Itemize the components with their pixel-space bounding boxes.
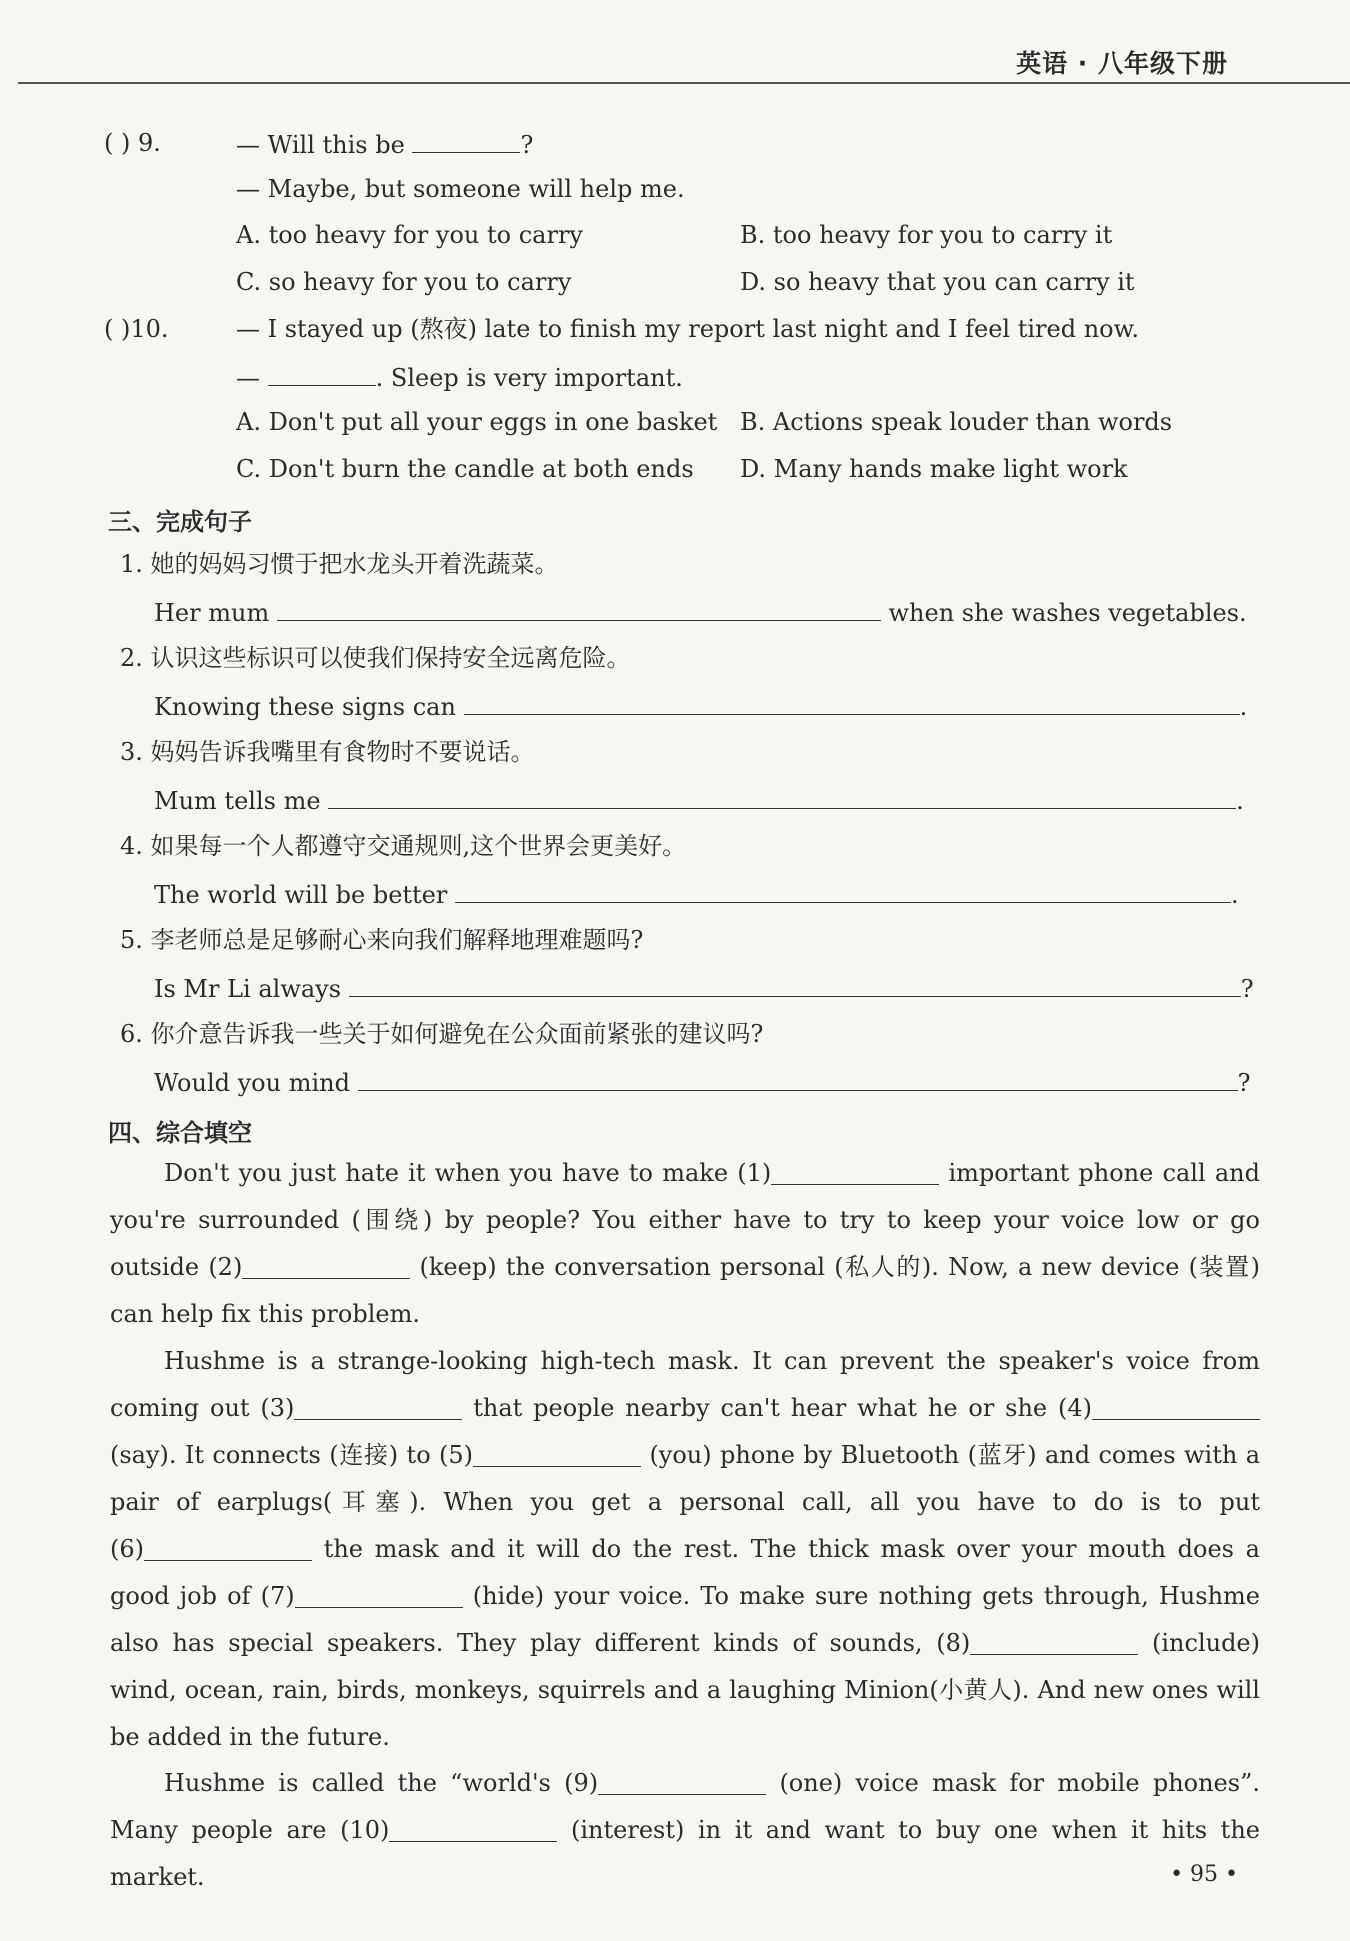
q9-blank[interactable] [412,128,520,153]
s3-item3-blank[interactable] [328,784,1236,809]
cloze-blank-1[interactable] [771,1154,939,1185]
p1-text-2: important phone call and you're surrounded (围绕) by people? You either have to try to keep your voice low or go outside [110,1159,1260,1281]
s3-item1-en-a: Her mum [154,599,270,627]
cloze-blank-7[interactable] [295,1577,463,1608]
p3-text-3: (interest) in it and want to buy one when it hits the market. [110,1816,1260,1891]
q9-option-d: D. so heavy that you can carry it [740,268,1135,296]
s3-item1-en [154,596,1247,628]
s3-item2-en-b: . [1239,693,1248,721]
blank-number-5: (5) [439,1441,474,1469]
p2-text-1: Hushme is a strange-looking high-tech mask. It can prevent the speaker's voice from coming out [110,1347,1260,1422]
cloze-blank-8[interactable] [970,1624,1138,1655]
s3-item5-cn: 5. 李老师总是足够耐心来向我们解释地理难题吗? [120,926,644,954]
q10-option-c: C. Don't burn the candle at both ends [236,455,694,483]
s3-item5-en [154,972,1254,1004]
q9-option-a: A. too heavy for you to carry [236,221,583,249]
s3-item6-cn: 6. 你介意告诉我一些关于如何避免在公众面前紧张的建议吗? [120,1020,764,1048]
cloze-blank-10[interactable] [389,1811,557,1842]
blank-number-9: (9) [564,1769,599,1797]
s3-item4-blank[interactable] [455,878,1231,903]
p2-text-7: (include) wind, ocean, rain, birds, monkeys, squirrels and a laughing Minion(小黄人). And new ones will be added in the future. [110,1629,1260,1751]
q9-stem-b: ? [520,131,534,159]
p2-text-3: (say). It connects (连接) to [110,1441,431,1469]
s3-item6-blank[interactable] [358,1066,1238,1091]
cloze-blank-9[interactable] [598,1764,766,1795]
s3-item4-en-a: The world will be better [154,881,448,909]
s3-item3-en-b: . [1236,787,1244,815]
q9-paren: ( ) 9. [104,129,161,157]
q10-option-b: B. Actions speak louder than words [740,408,1173,436]
s3-item6-en-b: ? [1237,1069,1251,1097]
s3-item1-cn: 1. 她的妈妈习惯于把水龙头开着洗蔬菜。 [120,550,559,578]
q9-option-b: B. too heavy for you to carry it [740,221,1113,249]
q10-blank[interactable] [268,361,376,386]
s3-item4-cn: 4. 如果每一个人都遵守交通规则,这个世界会更美好。 [120,832,687,860]
s3-item1-en-b: when she washes vegetables. [888,599,1247,627]
cloze-paragraph-2 [110,1338,1260,1761]
cloze-paragraph-3 [110,1760,1260,1901]
s3-item6-en-a: Would you mind [154,1069,350,1097]
s3-item5-en-a: Is Mr Li always [154,975,342,1003]
s3-item3-en-a: Mum tells me [154,787,321,815]
blank-number-10: (10) [340,1816,390,1844]
p1-text-1: Don't you just hate it when you have to make [164,1159,729,1187]
section4-title: 四、综合填空 [108,1119,252,1147]
blank-number-2: (2) [208,1253,243,1281]
header-rule [18,82,1350,84]
q10-stem: — I stayed up (熬夜) late to finish my report last night and I feel tired now. [236,315,1139,343]
s3-item2-blank[interactable] [464,690,1240,715]
s3-item5-en-b: ? [1240,975,1254,1003]
q10-option-a: A. Don't put all your eggs in one basket [236,408,718,436]
p3-text-1: Hushme is called the “world's [164,1769,551,1797]
s3-item3-cn: 3. 妈妈告诉我嘴里有食物时不要说话。 [120,738,535,766]
blank-number-4: (4) [1058,1394,1092,1422]
q9-option-c: C. so heavy for you to carry [236,268,572,296]
page-number: • 95 • [1170,1862,1238,1887]
p2-text-5: the mask and it will do the rest. The thick mask over your mouth does a good job of [110,1535,1260,1610]
blank-number-6: (6) [110,1535,144,1563]
cloze-blank-3[interactable] [294,1389,462,1420]
s3-item4-en-b: . [1231,881,1239,909]
q10-paren: ( )10. [104,315,169,343]
header-title: 英语 · 八年级下册 [1016,49,1228,78]
s3-item2-en [154,690,1247,722]
q9-stem-a: — Will this be [236,131,405,159]
blank-number-7: (7) [260,1582,295,1610]
q10-option-d: D. Many hands make light work [740,455,1128,483]
blank-number-3: (3) [260,1394,295,1422]
cloze-paragraph-1 [110,1150,1260,1338]
p1-text-3: (keep) the conversation personal (私人的). Now, a new device (装置) can help fix this problem. [110,1253,1260,1328]
cloze-blank-5[interactable] [473,1436,641,1467]
blank-number-8: (8) [936,1629,971,1657]
s3-item4-en [154,878,1239,910]
q10-line2 [236,361,683,393]
s3-item2-cn: 2. 认识这些标识可以使我们保持安全远离危险。 [120,644,631,672]
s3-item6-en [154,1066,1250,1098]
cloze-blank-4[interactable] [1092,1389,1260,1420]
q10-line2-b: . Sleep is very important. [375,364,683,392]
p2-text-6: (hide) your voice. To make sure nothing gets through, Hushme also has special speakers. They play different kinds of sounds, [110,1582,1261,1657]
cloze-blank-2[interactable] [242,1248,410,1279]
q10-line2-a: — [236,364,260,392]
s3-item1-blank[interactable] [277,596,881,621]
q9-stem [236,128,533,160]
section3-title: 三、完成句子 [108,508,252,536]
cloze-blank-6[interactable] [144,1530,312,1561]
q9-line2: — Maybe, but someone will help me. [236,175,685,203]
s3-item5-blank[interactable] [349,972,1241,997]
p2-text-4: (you) phone by Bluetooth (蓝牙) and comes with a pair of earplugs(耳塞). When you get a personal call, all you have to do is to put [110,1441,1261,1516]
p2-text-2: that people nearby can't hear what he or she [473,1394,1048,1422]
p3-text-2: (one) voice mask for mobile phones”. Many people are [110,1769,1260,1844]
s3-item2-en-a: Knowing these signs can [154,693,456,721]
s3-item3-en [154,784,1244,816]
blank-number-1: (1) [737,1159,772,1187]
